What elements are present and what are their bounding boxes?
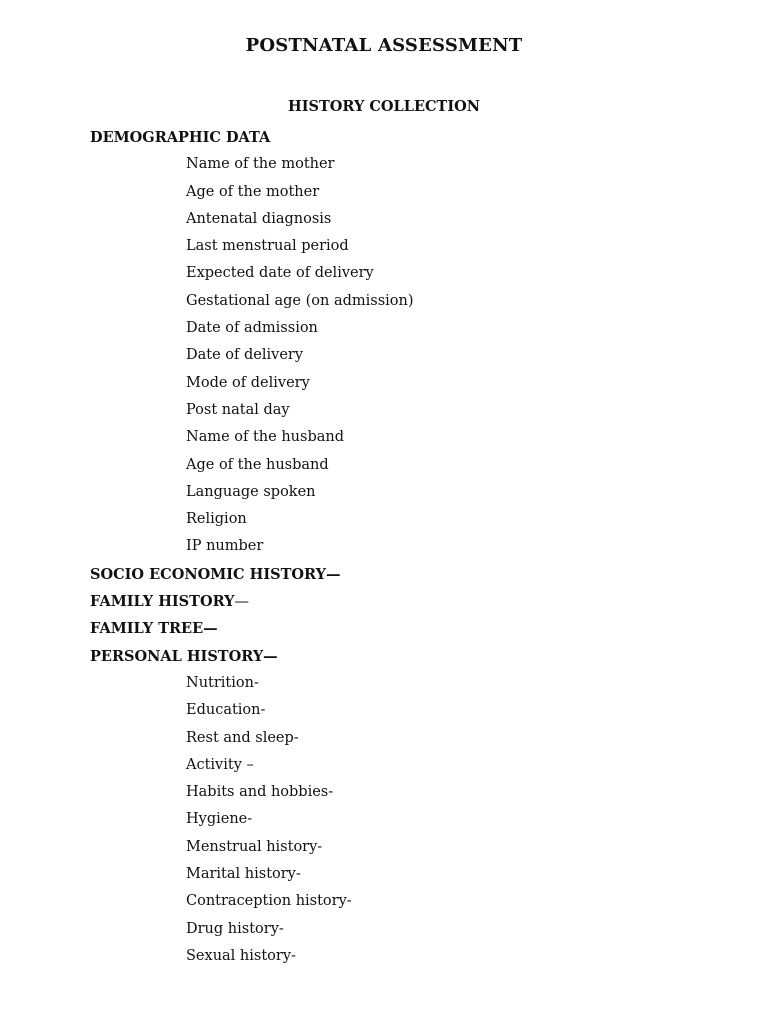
list-item: Contraception history- (186, 893, 352, 910)
section-heading-demographic: DEMOGRAPHIC DATA (90, 129, 271, 146)
family-history-label: FAMILY HISTORY (90, 593, 235, 611)
list-item: Nutrition- (186, 674, 259, 691)
section-heading-family-history (90, 588, 690, 615)
list-item: Age of the husband (186, 456, 329, 473)
list-item: Sexual history- (186, 947, 296, 964)
list-item: Name of the husband (186, 429, 344, 446)
list-item: Religion (186, 511, 247, 528)
list-item: Education- (186, 702, 266, 719)
list-item: Name of the mother (186, 156, 335, 173)
list-item: Date of delivery (186, 347, 304, 364)
section-heading-family-tree: FAMILY TREE— (90, 620, 218, 638)
list-item: IP number (186, 538, 264, 555)
section-heading-personal: PERSONAL HISTORY— (90, 647, 278, 665)
list-item: Marital history- (186, 866, 301, 883)
list-item: Post natal day (186, 401, 290, 418)
list-item: Menstrual history- (186, 838, 323, 855)
list-item: Language spoken (186, 483, 316, 500)
list-item: Habits and hobbies- (186, 784, 334, 801)
list-item: Expected date of delivery (186, 265, 374, 282)
document-body (90, 124, 690, 970)
list-item: Mode of delivery (186, 374, 310, 391)
section-heading-socio-economic: SOCIO ECONOMIC HISTORY— (90, 565, 341, 583)
list-item: Rest and sleep- (186, 729, 299, 746)
list-item: Drug history- (186, 920, 284, 937)
document-title: POSTNATAL ASSESSMENT (245, 35, 523, 56)
family-history-dash: — (234, 594, 250, 611)
list-item: Date of admission (186, 320, 318, 337)
list-item: Last menstrual period (186, 238, 349, 255)
list-item: Gestational age (on admission) (186, 292, 414, 309)
document-subtitle: HISTORY COLLECTION (288, 98, 480, 115)
list-item: Activity – (186, 756, 254, 773)
list-item: Antenatal diagnosis (186, 210, 332, 227)
list-item: Hygiene- (186, 811, 253, 828)
list-item: Age of the mother (186, 183, 320, 200)
